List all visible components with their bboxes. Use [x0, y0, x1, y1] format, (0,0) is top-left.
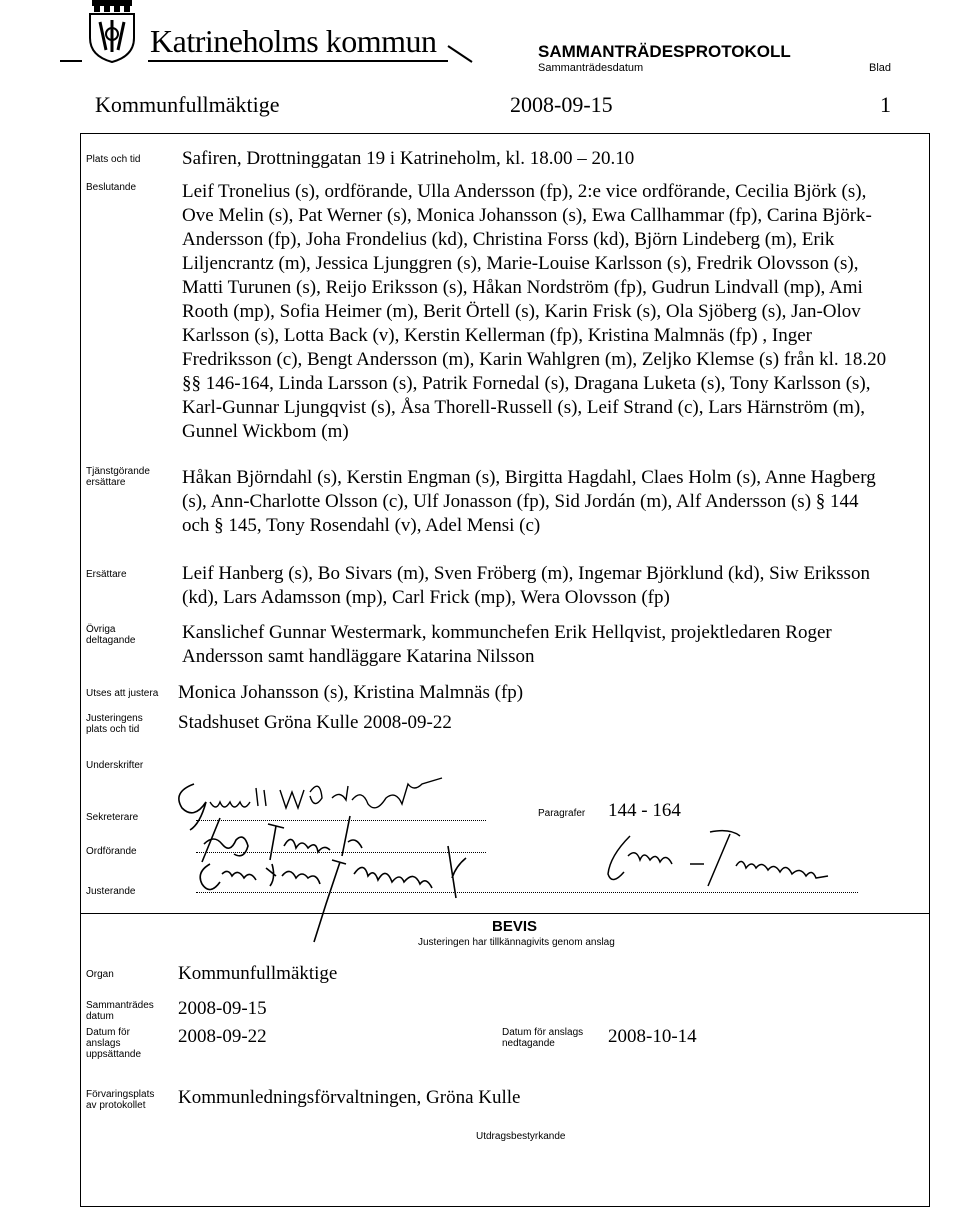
ovriga-list — [182, 621, 922, 669]
meeting-date-label: Sammanträdesdatum — [538, 62, 644, 74]
beslutande-line: Matti Turunen (s), Reijo Eriksson (s), Håkan Nordström (fp), Gudrun Lindvall (mp), Ami — [182, 277, 863, 298]
header-rule-left — [60, 60, 82, 62]
justerande-signature-2 — [590, 826, 890, 896]
header-flourish — [446, 44, 476, 64]
beslutande-line: Karl-Gunnar Ljungqvist (s), Åsa Thorell-Russell (s), Leif Strand (c), Lars Härnström (m), — [182, 397, 865, 418]
utses-value: Monica Johansson (s), Kristina Malmnäs (fp) — [178, 682, 524, 703]
label-sekreterare: Sekreterare — [86, 812, 139, 823]
body-name: Kommunfullmäktige — [95, 92, 280, 117]
municipal-logo — [82, 0, 142, 64]
label-datum-anslags-nedtagande: Datum för anslags nedtagande — [502, 1027, 584, 1049]
sammantrades-datum-value: 2008-09-15 — [178, 998, 267, 1019]
bevis-title: BEVIS — [492, 918, 538, 935]
label-beslutande: Beslutande — [86, 182, 137, 193]
tjanstgorande-line: (s), Ann-Charlotte Olsson (c), Ulf Jonasson (fp), Sid Jordán (m), Alf Andersson (s) § 144 — [182, 491, 859, 512]
tjanstgorande-line: och § 145, Tony Rosendahl (v), Adel Mensi (c) — [182, 515, 541, 536]
ersattare-line: (kd), Lars Adamsson (mp), Carl Frick (mp), Wera Olovsson (fp) — [182, 587, 670, 608]
ovriga-line: Kanslichef Gunnar Westermark, kommunchefen Erik Hellqvist, projektledaren Roger — [182, 622, 832, 643]
beslutande-line: Liljencrantz (m), Jessica Ljunggren (s), Marie-Louise Karlsson (s), Fredrik Olovsson (s), — [182, 253, 859, 274]
label-sammantrades-datum: Sammanträdes datum — [86, 1000, 154, 1022]
bevis-divider — [80, 913, 929, 914]
plats-och-tid-value: Safiren, Drottninggatan 19 i Katrineholm, kl. 18.00 – 20.10 — [182, 148, 635, 169]
label-ovriga-deltagande: Övriga deltagande — [86, 624, 136, 646]
meeting-date: 2008-09-15 — [510, 92, 613, 117]
tjanstgorande-line: Håkan Björndahl (s), Kerstin Engman (s), Birgitta Hagdahl, Claes Holm (s), Anne Hagberg — [182, 467, 876, 488]
beslutande-line: Rooth (mp), Sofia Heimer (m), Berit Örtell (s), Karin Frisk (s), Ola Sjöberg (s), Jan-Olov — [182, 301, 861, 322]
beslutande-line: Fredriksson (c), Bengt Andersson (m), Karin Wahlgren (m), Zeljko Klemse (s) från kl. 18.20 — [182, 349, 887, 370]
beslutande-line: Karlsson (s), Lotta Back (v), Kerstin Kellerman (fp), Kristina Malmnäs (fp) , Inger — [182, 325, 812, 346]
bevis-subtitle: Justeringen har tillkännagivits genom anslag — [418, 937, 615, 948]
label-utses-att-justera: Utses att justera — [86, 688, 159, 699]
ersattare-list — [182, 562, 922, 610]
page-number: 1 — [880, 92, 891, 117]
beslutande-line: Leif Tronelius (s), ordförande, Ulla Andersson (fp), 2:e vice ordförande, Cecilia Björk (s), — [182, 181, 867, 202]
justeringens-value: Stadshuset Gröna Kulle 2008-09-22 — [178, 712, 452, 733]
page-label: Blad — [869, 62, 892, 74]
beslutande-line: §§ 146-164, Linda Larsson (s), Patrik Fornedal (s), Dragana Luketa (s), Tony Karlsson (s), — [182, 373, 871, 394]
beslutande-line: Ove Melin (s), Pat Werner (s), Monica Johansson (s), Ewa Callhammar (fp), Carina Björk- — [182, 205, 872, 226]
beslutande-list — [182, 180, 922, 444]
label-tjanstgorande-ersattare: Tjänstgörande ersättare — [86, 466, 150, 488]
datum-anslags-uppsattande-value: 2008-09-22 — [178, 1026, 267, 1047]
label-datum-anslags-uppsattande: Datum för anslags uppsättande — [86, 1027, 142, 1060]
tjanstgorande-list — [182, 466, 922, 538]
ovriga-line: Andersson samt handläggare Katarina Nilsson — [182, 646, 535, 667]
paragrafer-value: 144 - 164 — [608, 800, 681, 821]
label-justerande: Justerande — [86, 886, 136, 897]
document-type: SAMMANTRÄDESPROTOKOLL — [538, 42, 791, 61]
label-justeringens-plats: Justeringens plats och tid — [86, 713, 143, 735]
label-ersattare: Ersättare — [86, 569, 127, 580]
beslutande-line: Andersson (fp), Joha Frondelius (kd), Christina Forss (kd), Björn Lindeberg (m), Erik — [182, 229, 835, 250]
header-rule — [148, 60, 448, 62]
label-paragrafer: Paragrafer — [538, 808, 586, 819]
forvaringsplats-value: Kommunledningsförvaltningen, Gröna Kulle — [178, 1087, 521, 1108]
label-forvaringsplats: Förvaringsplats av protokollet — [86, 1089, 155, 1111]
ersattare-line: Leif Hanberg (s), Bo Sivars (m), Sven Fröberg (m), Ingemar Björklund (kd), Siw Eriksson — [182, 563, 870, 584]
beslutande-line: Gunnel Wickbom (m) — [182, 421, 349, 442]
label-plats-och-tid: Plats och tid — [86, 154, 141, 165]
label-organ: Organ — [86, 969, 114, 980]
datum-anslags-nedtagande-value: 2008-10-14 — [608, 1026, 697, 1047]
organ-value: Kommunfullmäktige — [178, 963, 338, 984]
municipality-name: Katrineholms kommun — [150, 23, 437, 59]
label-underskrifter: Underskrifter — [86, 760, 144, 771]
label-ordforande: Ordförande — [86, 846, 137, 857]
label-utdragsbestyrkande: Utdragsbestyrkande — [476, 1131, 566, 1142]
